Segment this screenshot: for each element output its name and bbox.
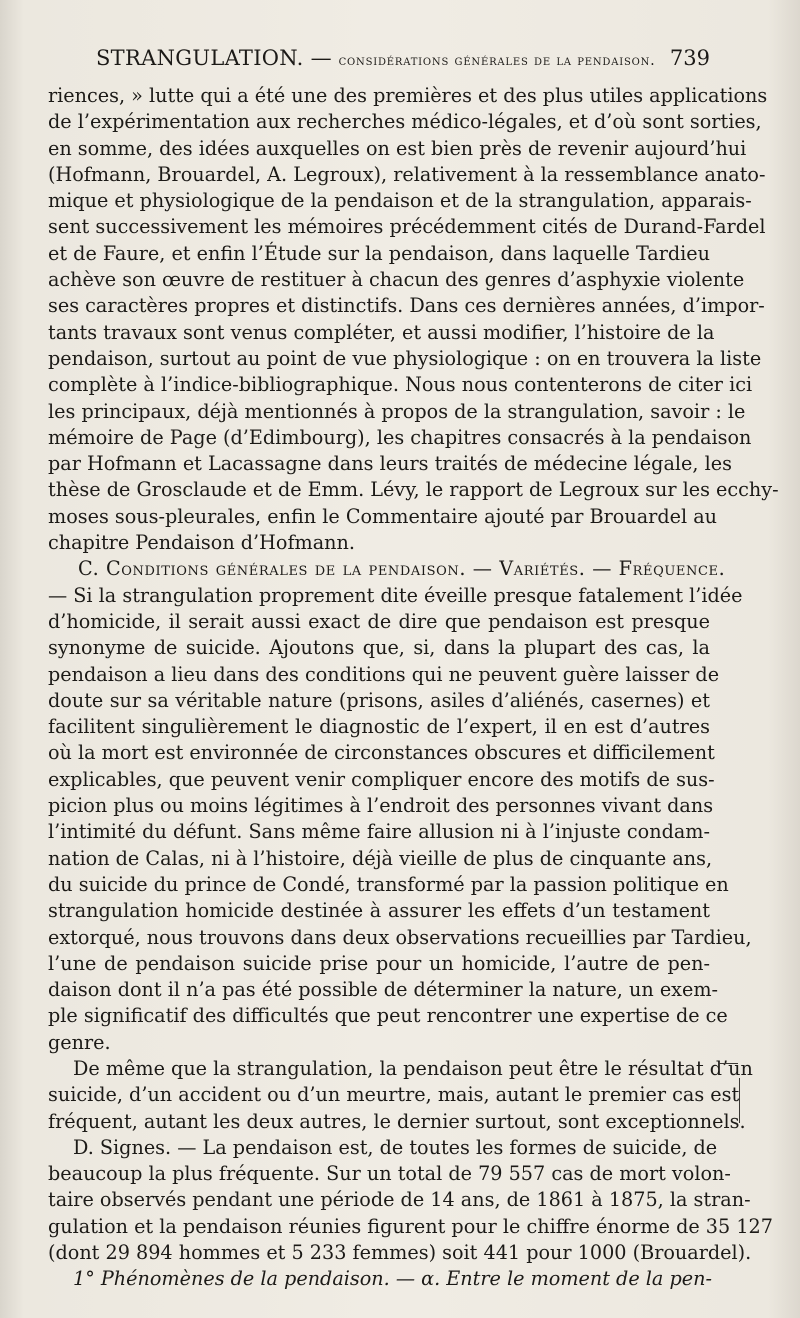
text-line: sent successivement les mémoires précédemment cités de Durand-Fardel	[48, 215, 766, 239]
text-line: taire observés pendant une période de 14 ans, de 1861 à 1875, la stran-	[48, 1188, 751, 1212]
running-title-sub: considérations générales de la pendaison.	[338, 53, 656, 69]
text-line: riences, » lutte qui a été une des premières et des plus utiles applications	[48, 84, 768, 107]
section-heading: C. Conditions générales de la pendaison. — Variétés. — Fréquence.	[78, 557, 726, 581]
body-text	[48, 83, 779, 1293]
text-line: fréquent, autant les deux autres, le dernier surtout, sont exceptionnels.	[48, 1109, 746, 1133]
text-line: synonyme de suicide. Ajoutons que, si, dans la plupart des cas, la	[48, 636, 710, 660]
text-line: (Hofmann, Brouardel, A. Legroux), relativement à la ressemblance anato-	[48, 162, 766, 186]
text-line: mémoire de Page (d’Edimbourg), les chapitres consacrés à la pendaison	[48, 425, 752, 449]
text-line: doute sur sa véritable nature (prisons, asiles d’aliénés, casernes) et	[48, 688, 710, 712]
text-line: picion plus ou moins légitimes à l’endroit des personnes vivant dans	[48, 794, 714, 818]
text-line: (dont 29 894 hommes et 5 233 femmes) soit 441 pour 1000 (Brouardel).	[48, 1241, 752, 1265]
text-line: ses caractères propres et distinctifs. Dans ces dernières années, d’impor-	[48, 294, 765, 318]
text-line: par Hofmann et Lacassagne dans leurs traités de médecine légale, les	[48, 452, 732, 476]
text-line: thèse de Grosclaude et de Emm. Lévy, le rapport de Legroux sur les ecchy-	[48, 478, 779, 502]
text-line: où la mort est environnée de circonstances obscures et difficilement	[48, 741, 715, 765]
text-line: nation de Calas, ni à l’histoire, déjà vieille de plus de cinquante ans,	[48, 846, 713, 870]
text-line: De même que la strangulation, la pendaison peut être le résultat d’un	[73, 1056, 753, 1080]
margin-bracket	[735, 1078, 740, 1123]
text-line: ple significatif des difficultés que peut rencontrer une expertise de ce	[48, 1004, 728, 1028]
text-line: achève son œuvre de restituer à chacun des genres d’asphyxie violente	[48, 268, 745, 292]
running-title-main: STRANGULATION. —	[96, 46, 332, 70]
text-line: de l’expérimentation aux recherches médico-légales, et d’où sont sorties,	[48, 110, 762, 134]
text-line: daison dont il n’a pas été possible de déterminer la nature, un exem-	[48, 978, 719, 1002]
text-line: mique et physiologique de la pendaison et de la strangulation, apparais-	[48, 189, 752, 213]
text-line: — Si la strangulation proprement dite éveille presque fatalement l’idée	[48, 583, 743, 607]
page-number: 739	[669, 46, 710, 70]
margin-mark	[718, 1063, 738, 1064]
text-line: beaucoup la plus fréquente. Sur un total de 79 557 cas de mort volon-	[48, 1162, 731, 1186]
text-line: et de Faure, et enfin l’Étude sur la pendaison, dans laquelle Tardieu	[48, 241, 710, 265]
section-heading-signes: D. Signes. — La pendaison est, de toutes les formes de suicide, de	[73, 1135, 718, 1159]
text-line: d’homicide, il serait aussi exact de dire que pendaison est presque	[48, 609, 710, 633]
text-line: moses sous-pleurales, enfin le Commentaire ajouté par Brouardel au	[48, 504, 717, 528]
text-line: explicables, que peuvent venir compliquer encore des motifs de sus-	[48, 767, 715, 791]
text-line: les principaux, déjà mentionnés à propos de la strangulation, savoir : le	[48, 399, 746, 423]
text-line: pendaison, surtout au point de vue physiologique : on en trouvera la liste	[48, 346, 762, 370]
running-title	[96, 46, 656, 70]
text-line: du suicide du prince de Condé, transformé par la passion politique en	[48, 872, 729, 896]
running-header	[96, 46, 710, 76]
text-line: strangulation homicide destinée à assurer les effets d’un testament	[48, 899, 710, 923]
text-line: extorqué, nous trouvons dans deux observations recueillies par Tardieu,	[48, 925, 752, 949]
text-line: suicide, d’un accident ou d’un meurtre, mais, autant le premier cas est	[48, 1083, 740, 1107]
text-line: l’une de pendaison suicide prise pour un homicide, l’autre de pen-	[48, 951, 710, 975]
text-line: facilitent singulièrement le diagnostic de l’expert, il en est d’autres	[48, 715, 710, 739]
text-line: gulation et la pendaison réunies figurent pour le chiffre énorme de 35 127	[48, 1214, 773, 1238]
text-line: complète à l’indice-bibliographique. Nous nous contenterons de citer ici	[48, 373, 753, 397]
text-line: pendaison a lieu dans des conditions qui ne peuvent guère laisser de	[48, 662, 720, 686]
text-line: l’intimité du défunt. Sans même faire allusion ni à l’injuste condam-	[48, 820, 710, 844]
text-line: tants travaux sont venus compléter, et aussi modifier, l’histoire de la	[48, 320, 715, 344]
text-line: genre.	[48, 1030, 111, 1054]
text-line: en somme, des idées auxquelles on est bien près de revenir aujourd’hui	[48, 136, 747, 160]
subsection-heading: 1° Phénomènes de la pendaison. — α. Entre le moment de la pen-	[73, 1267, 712, 1291]
text-line: chapitre Pendaison d’Hofmann.	[48, 531, 355, 555]
